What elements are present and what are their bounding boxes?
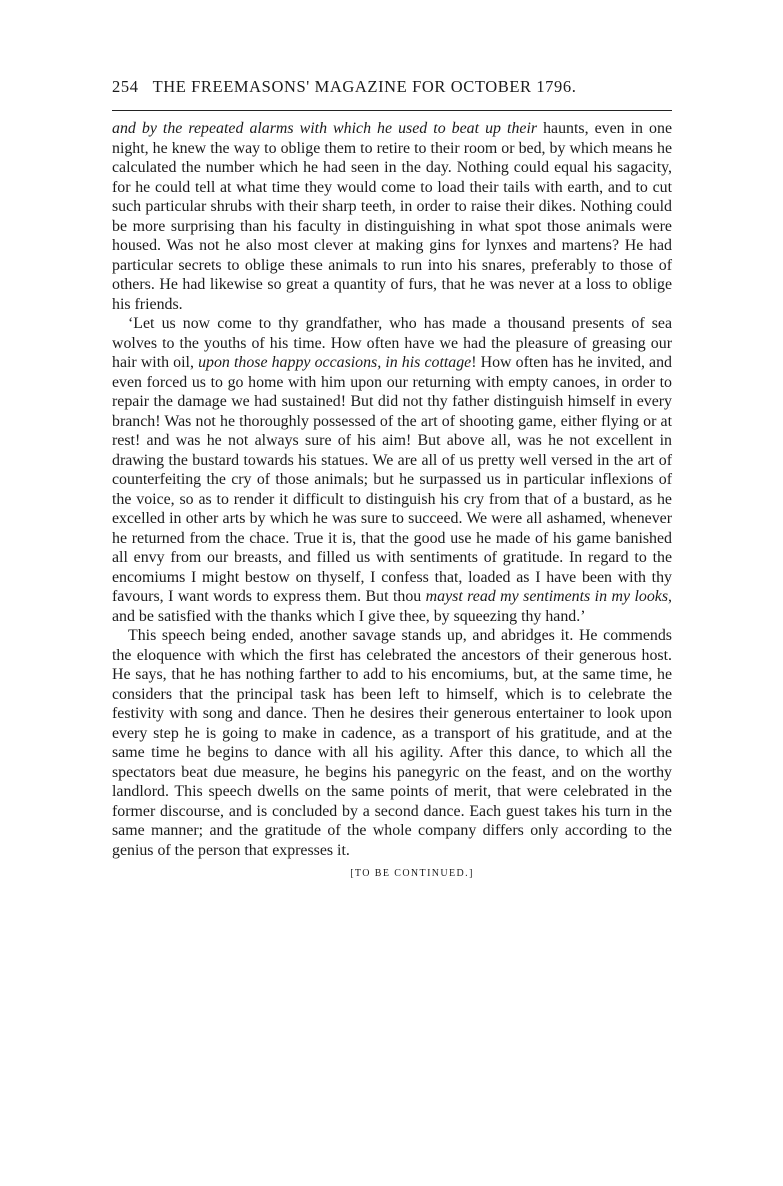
- italic-text: mayst read my sentiments in my looks: [425, 588, 668, 605]
- text-segment: ‘Let us now come to thy grandfather, who has made a thousand presents of sea wolves to the youths of his time. How often have we had the pleasure of greasing our hair with oil,: [112, 315, 672, 371]
- page-number: 254: [112, 77, 139, 96]
- text-segment: ! How often has he invited, and even forced us to go home with him upon our returning with empty canoes, in order to repair the damage we had sustained! But did not thy father distinguish himself in every branch! Was not he thoroughly possessed of the art of shooting game, either flying or at rest! and was he not always sure of his aim! But above all, was he not excellent in drawing the bustard towards his statues. We are all of us pretty well versed in the art of counterfeiting the cry of those animals; but he surpassed us in particular inflexions of the voice, so as to render it difficult to distinguish his cry from that of a bustard, as he excelled in other arts by which he was sure to succeed. We were all ashamed, whenever he returned from the chace. True it is, that the good use he made of his game banished all envy from our breasts, and filled us with sentiments of gratitude. In regard to the encomiums I might bestow on thyself, I confess that, loaded as I have been with thy favours, I want words to express them. But thou: [112, 354, 672, 605]
- document-page: [112, 74, 672, 879]
- text-segment: This speech being ended, another savage stands up, and abridges it. He commends the eloquence with which the first has celebrated the ancestors of their generous host. He says, that he has nothing farther to add to his encomiums, but, at the same time, he considers that the principal task has been left to himself, which is to celebrate the festivity with song and dance. Then he desires their generous entertainer to look upon every step he is going to make in cadence, as a transport of his gratitude, and at the same time he begins to dance with all his agility. After this dance, to which all the spectators beat due measure, he begins his panegyric on the feast, and on the worthy landlord. This speech dwells on the same points of merit, that were celebrated in the former discourse, and is concluded by a second dance. Each guest takes his turn in the same manner; and the gratitude of the whole company differs only according to the genius of the person that expresses it.: [112, 627, 672, 859]
- paragraph: [112, 626, 672, 860]
- italic-text: and by the repeated alarms with which he used to beat up their: [112, 120, 538, 137]
- italic-text: upon those happy occasions, in his cottage: [198, 354, 472, 371]
- running-title: THE FREEMASONS' MAGAZINE FOR OCTOBER 1796.: [152, 77, 577, 96]
- text-segment: , and be satisfied with the thanks which I give thee, by squeezing thy hand.’: [112, 588, 672, 625]
- header-rule: [112, 110, 672, 111]
- running-header: [112, 74, 672, 100]
- text-segment: haunts, even in one night, he knew the way to oblige them to retire to their room or bed, by which means he calculated the number which he had seen in the day. Nothing could equal his sagacity, for he could tell at what time they would come to load their tails with earth, and to cut such particular shrubs with their sharp teeth, in order to raise their dikes. Nothing could be more surprising than his faculty in distinguishing in what spot those animals were housed. Was not he also most clever at making gins for lynxes and martens? He had particular secrets to oblige these animals to run into his snares, preferably to those of others. He had likewise so great a quantity of furs, that he was never at a loss to oblige his friends.: [112, 120, 672, 313]
- paragraph: [112, 119, 672, 314]
- article-body: [112, 119, 672, 860]
- paragraph: [112, 314, 672, 626]
- continued-note: [TO BE CONTINUED.]: [350, 868, 474, 879]
